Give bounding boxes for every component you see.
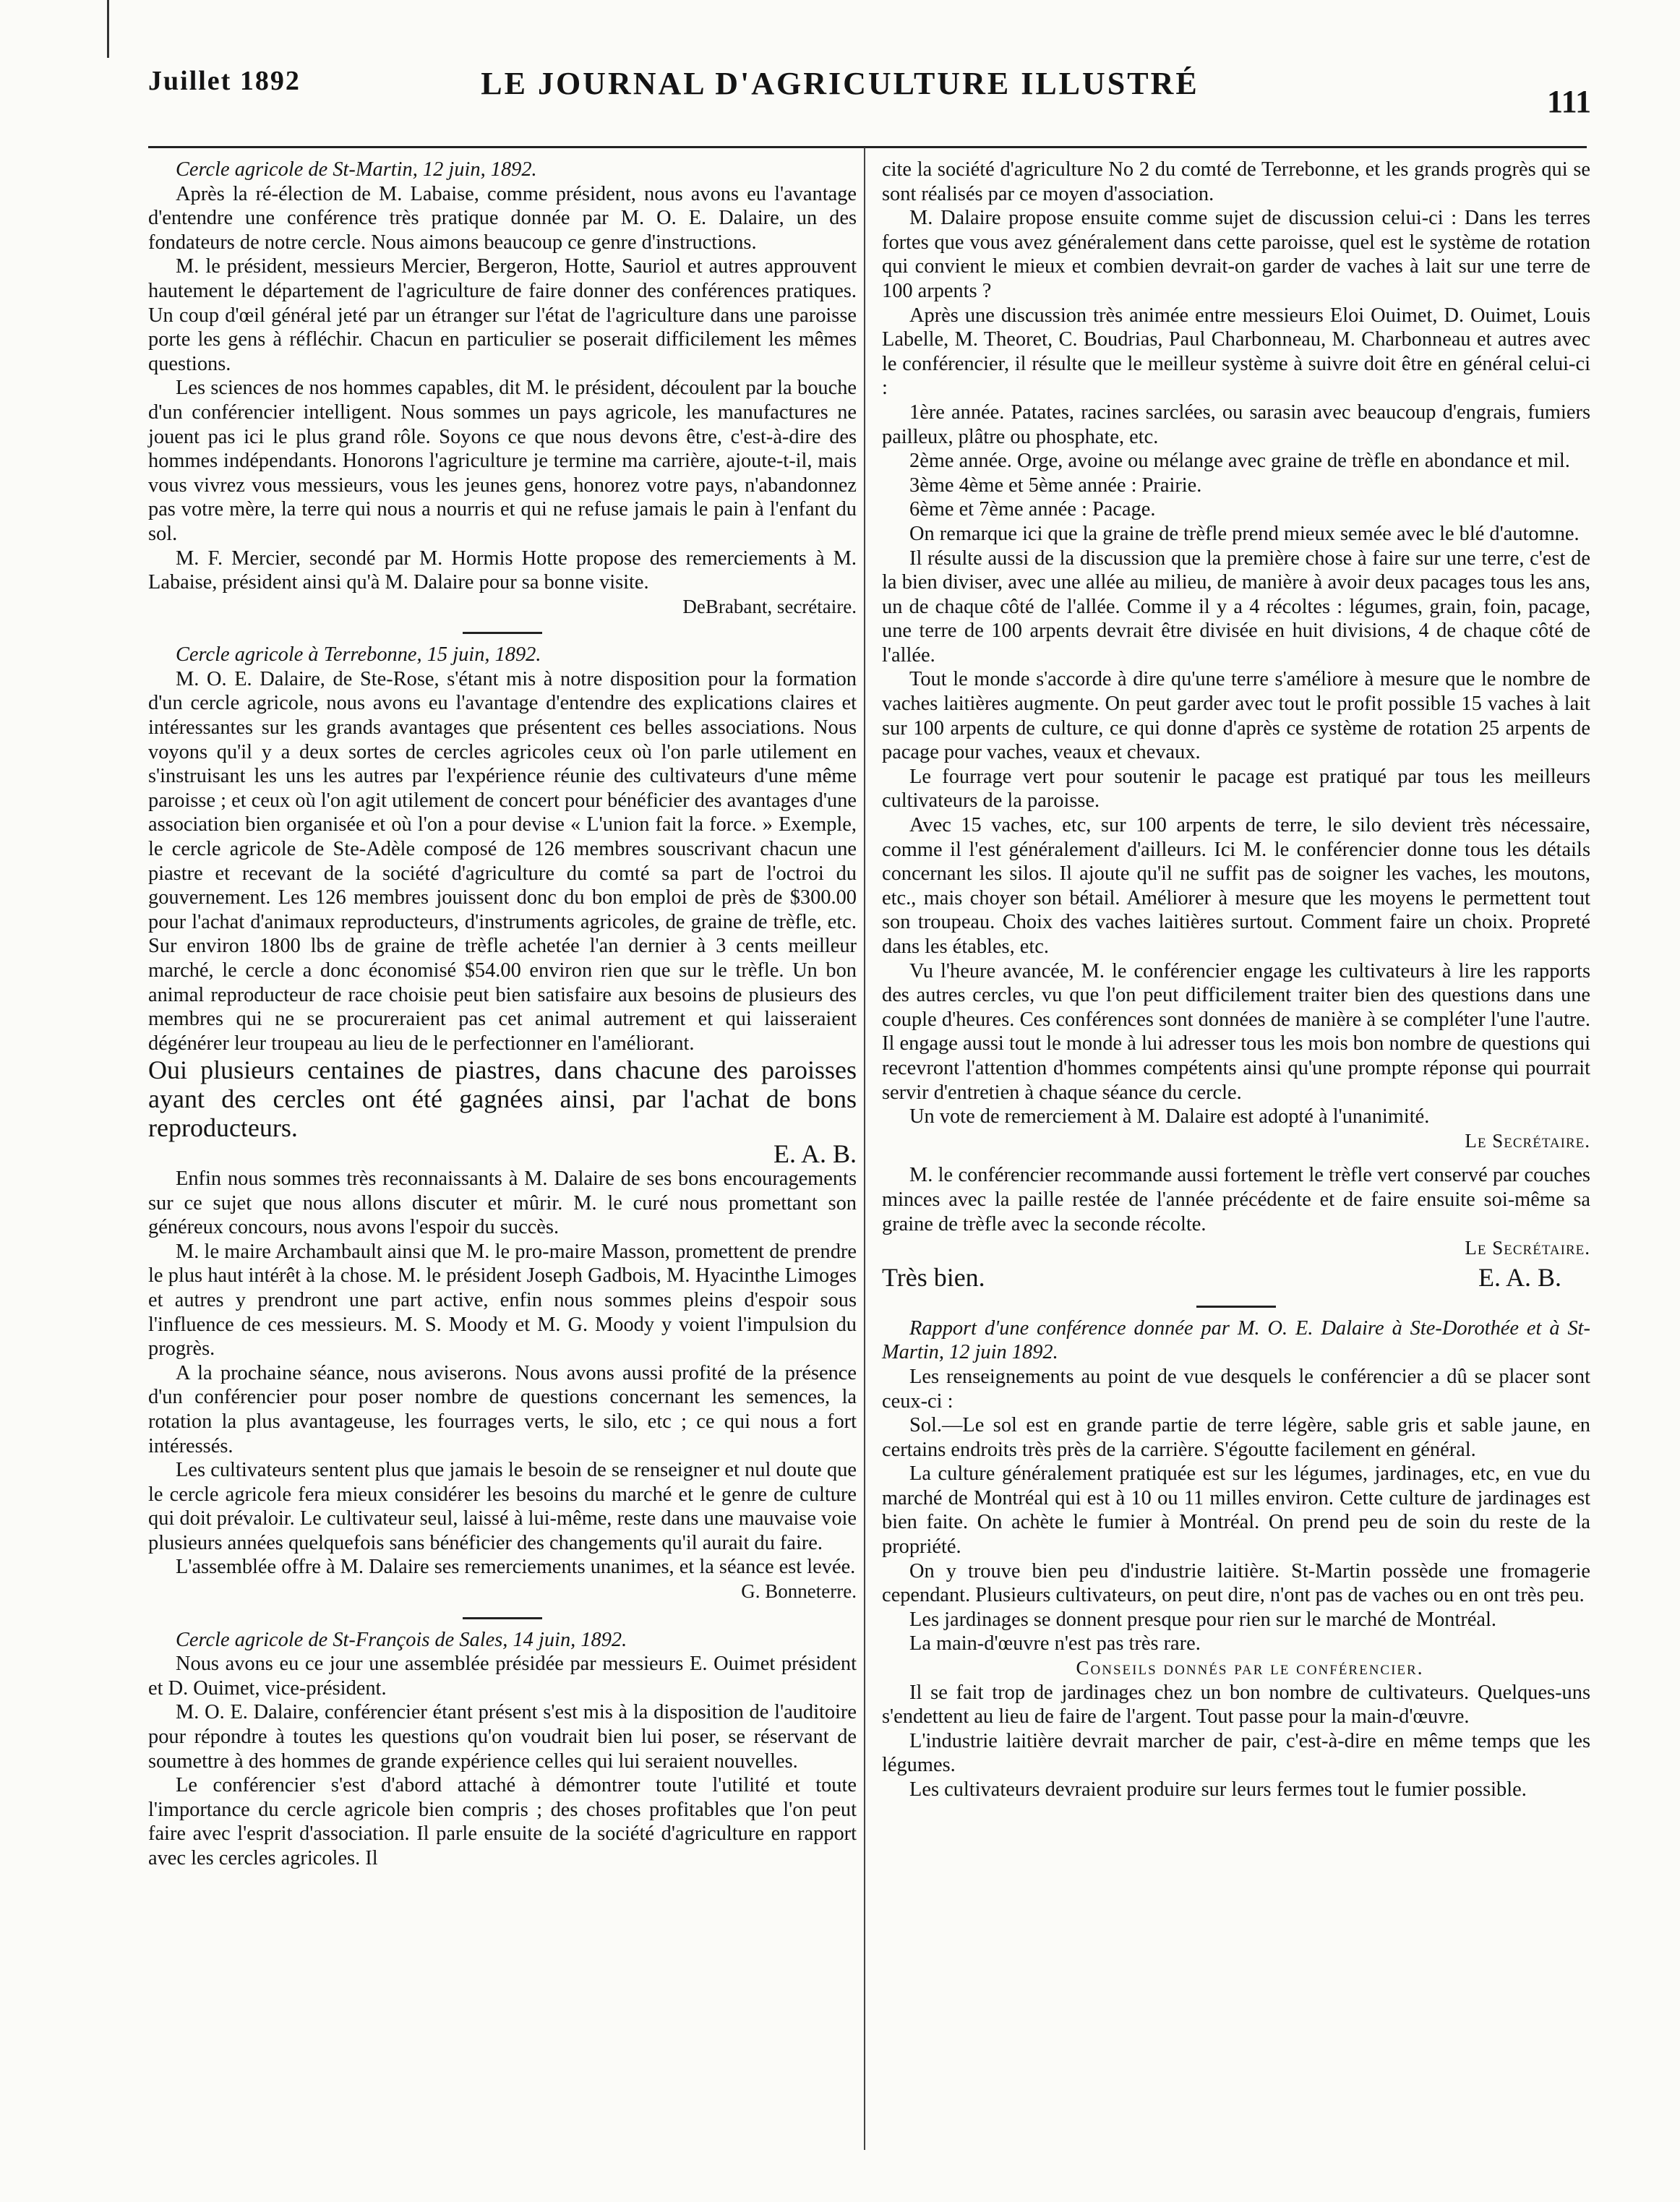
separator-rule (463, 632, 542, 634)
signature-initials: E. A. B. (1478, 1262, 1561, 1292)
journal-title: LE JOURNAL D'AGRICULTURE ILLUSTRÉ (481, 66, 1199, 101)
article-heading: Rapport d'une conférence donnée par M. O. E. Dalaire à Ste-Dorothée et à St-Martin, 12 juin 1892. (882, 1316, 1590, 1364)
paragraph: Le fourrage vert pour soutenir le pacage est pratiqué par tous les meilleurs cultivateurs de la paroisse. (882, 765, 1590, 813)
rotation-line: 1ère année. Patates, racines sarclées, ou sarasin avec beaucoup d'engrais, fumiers pailleux, plâtre ou phosphate, etc. (882, 400, 1590, 448)
paragraph: Le conférencier s'est d'abord attaché à démontrer toute l'utilité et toute l'importance du cercle agricole bien compris ; des choses profitables que l'on peut faire avec l'esprit d'association. Il parle ensuite de la société d'agriculture en rapport avec les cercles agricoles. Il (148, 1774, 857, 1869)
tres-bien-row (882, 1262, 1590, 1293)
paragraph: Un vote de remerciement à M. Dalaire est adopté à l'unanimité. (909, 1105, 1430, 1128)
signature (882, 1129, 1590, 1154)
paragraph: Enfin nous sommes très reconnaissants à M. Dalaire de ses bons encouragements sur ce sujet que nous allons discuter et mûrir. M. le curé nous promettant son généreux concours, nous avons l'espoir du succès. (148, 1167, 857, 1239)
paragraph: M. O. E. Dalaire, conférencier étant présent s'est mis à la disposition de l'auditoire pour répondre à toutes les questions qu'on voudrait bien lui poser, se réservant de soumettre à des hommes de grande expérience celles qui lui seraient nouvelles. (148, 1701, 857, 1773)
paragraph: cite la société d'agriculture No 2 du comté de Terrebonne, et les grands progrès qui se sont réalisés par ce moyen d'association. (882, 158, 1590, 205)
paragraph: Les cultivateurs devraient produire sur leurs fermes tout le fumier possible. (909, 1778, 1527, 1801)
paragraph: M. O. E. Dalaire, de Ste-Rose, s'étant mis à notre disposition pour la formation d'un cercle agricole, nous avons eu l'avantage d'entendre des explications claires et intéressantes sur les grands avantages que présentent ces belles associations. Nous voyons qu'il y a deux sortes de cercles agricoles ceux où l'on parle utilement en s'instruisant les uns les autres par l'expérience réunie des cultivateurs d'une même paroisse ; et ceux où l'on agit utilement de concert pour bénéficier des avantages d'une association bien organisée et où l'on a pour devise « L'union fait la force. » Exemple, le cercle agricole de Ste-Adèle composé de 126 membres souscrivant chacun une piastre et recevant de la société d'agriculture du comté sa part de l'octroi du gouvernement. Les 126 membres jouissent donc du bon emploi de près de $300.00 pour l'achat d'animaux reproducteurs, d'instruments agricoles, de graine de trèfle, etc. Sur environ 1800 lbs de graine de trèfle achetée l'an dernier à 3 cents meilleur marché, le cercle a donc économisé $54.00 environ rien que sur le trèfle. Un bon animal reproducteur de race choisie peut bien satisfaire aux besoins de plusieurs des membres qui ne se procureraient pas cet animal autrement et qui laisseraient dégénérer leur troupeau au lieu de le perfectionner en l'améliorant. (148, 667, 857, 1055)
rotation-line: 6ème et 7ème année : Pacage. (909, 498, 1156, 521)
paragraph: Vu l'heure avancée, M. le conférencier engage les cultivateurs à lire les rapports des autres cercles, vu que l'on peut difficilement traiter bien des questions dans une couple d'heures. Ces conférences sont données de manière à se compléter l'une l'autre. Il engage aussi tout le monde à lui adresser tous les mois bon nombre de questions qui recevront l'attention d'hommes compétents ainsi qu'une prompte réponse qui pourrait servir d'entretien à chaque séance du cercle. (882, 959, 1590, 1104)
paragraph: M. le président, messieurs Mercier, Bergeron, Hotte, Sauriol et autres approuvent hautement le département de l'agriculture de faire donner des conférences pratiques. Un coup d'œil général jeté par un étranger sur l'état de l'agriculture dans une paroisse porte les gens à réfléchir. Chacun en particulier se poserait difficilement les mêmes questions. (148, 255, 857, 375)
signature: G. Bonneterre. (741, 1580, 857, 1603)
paragraph: Après la ré-élection de M. Labaise, comme président, nous avons eu l'avantage d'entendre une conférence très pratique donnée par M. O. E. Dalaire, un des fondateurs de notre cercle. Nous aimons beaucoup ce genre d'instructions. (148, 182, 857, 254)
article-heading: Cercle agricole de St-François de Sales, 14 juin, 1892. (176, 1628, 627, 1651)
paragraph: Il se fait trop de jardinages chez un bon nombre de cultivateurs. Quelques-uns s'endettent au lieu de faire de l'argent. Tout passe pour la main-d'œuvre. (882, 1681, 1590, 1728)
emphasis-paragraph: Oui plusieurs centaines de piastres, dans chacune des paroisses ayant des cercles ont été gagnées ainsi, par l'achat de bons reproducteurs. (148, 1055, 857, 1143)
paragraph: M. le conférencier recommande aussi fortement le trèfle vert conservé par couches minces avec la paille restée de l'année précédente et de faire ensuite soi-même sa graine de trèfle avec la seconde récolte. (882, 1164, 1590, 1235)
paragraph: M. le maire Archambault ainsi que M. le pro-maire Masson, promettent de prendre le plus haut intérêt à la chose. M. le président Joseph Gadbois, M. Hyacinthe Limoges et autres y prendront une part active, enfin nous sommes pleins d'espoir sous l'influence de ces messieurs. M. S. Moody et M. G. Moody y voient l'impulsion du progrès. (148, 1240, 857, 1361)
paragraph: Il résulte aussi de la discussion que la première chose à faire sur une terre, c'est de la bien diviser, avec une allée au milieu, de manière à avoir deux pacages tous les ans, un de chaque côté de l'allée. Comme il y a 4 récoltes : légumes, grain, foin, pacage, une terre de 100 arpents devrait être divisée en huit divisions, 4 de chaque côté de l'allée. (882, 547, 1590, 667)
section-heading: Conseils donnés par le conférencier. (1076, 1657, 1424, 1679)
paragraph: M. F. Mercier, secondé par M. Hormis Hotte propose des remerciements à M. Labaise, président ainsi qu'à M. Dalaire pour sa bonne visite. (148, 547, 857, 594)
paragraph: Après une discussion très animée entre messieurs Eloi Ouimet, D. Ouimet, Louis Labelle, M. Theoret, C. Boudrias, Paul Charbonneau, M. Charbonneau et autres avec le conférencier, il résulte que le meilleur système à suivre doit être en général celui-ci : (882, 304, 1590, 400)
paragraph: Les renseignements au point de vue desquels le conférencier a dû se placer sont ceux-ci : (882, 1365, 1590, 1413)
signature: DeBrabant, secrétaire. (682, 595, 857, 617)
paragraph: Nous avons eu ce jour une assemblée présidée par messieurs E. Ouimet président et D. Ouimet, vice-président. (148, 1653, 857, 1700)
paragraph: On remarque ici que la graine de trèfle prend mieux semée avec le blé d'automne. (909, 522, 1580, 545)
right-column (882, 158, 1590, 1802)
header-rule (148, 146, 1587, 148)
page-number: 111 (1547, 84, 1592, 119)
article-heading: Cercle agricole à Terrebonne, 15 juin, 1892. (176, 643, 541, 667)
paragraph: Les jardinages se donnent presque pour rien sur le marché de Montréal. (909, 1608, 1497, 1631)
signature (882, 1236, 1590, 1261)
issue-date: Juillet 1892 (148, 66, 301, 96)
paragraph: Les cultivateurs sentent plus que jamais le besoin de se renseigner et nul doute que le cercle agricole fera mieux considérer les besoins du marché et le genre de culture qui doit prévaloir. Le cultivateur seul, laissé à lui-même, reste dans une mauvaise voie plusieurs années quelquefois sans bénéficier des changements qu'il aurait du faire. (148, 1459, 857, 1554)
signature-text: Le Secrétaire. (1465, 1129, 1590, 1152)
tres-bien-text: Très bien. (882, 1262, 985, 1292)
paragraph: L'industrie laitière devrait marcher de pair, c'est-à-dire en même temps que les légumes. (882, 1729, 1590, 1777)
separator-rule (463, 1617, 542, 1619)
separator-rule (1196, 1306, 1276, 1308)
rotation-line: 2ème année. Orge, avoine ou mélange avec graine de trèfle en abondance et mil. (909, 450, 1570, 473)
rotation-line: 3ème 4ème et 5ème année : Prairie. (909, 474, 1202, 497)
paragraph: L'assemblée offre à M. Dalaire ses remerciements unanimes, et la séance est levée. (176, 1556, 856, 1579)
paragraph: Avec 15 vaches, etc, sur 100 arpents de terre, le silo devient très nécessaire, comme il l'est généralement d'ailleurs. Ici M. le conférencier donne tous les détails concernant les silos. Il ajoute qu'il ne suffit pas de soigner les vaches, les moutons, etc., mais choyer son bétail. Améliorer à mesure que les moyens le permettent tout son troupeau. Choix des vaches laitières surtout. Comment faire un choix. Propreté dans les étables, etc. (882, 814, 1590, 958)
paragraph: Tout le monde s'accorde à dire qu'une terre s'améliore à mesure que le nombre de vaches laitières augmente. On peut garder avec tout le profit possible 15 vaches à lait sur 100 arpents de culture, ce qui donne d'après ce système de rotation 25 arpents de pacage pour vaches, veaux et chevaux. (882, 668, 1590, 764)
margin-mark (107, 0, 109, 58)
paragraph: La main-d'œuvre n'est pas très rare. (909, 1632, 1201, 1655)
column-divider (864, 147, 865, 2150)
paragraph: Sol.—Le sol est en grande partie de terre légère, sable gris et sable jaune, en certains endroits très près de la carrière. S'égoutte facilement en général. (882, 1414, 1590, 1461)
paragraph: A la prochaine séance, nous aviserons. Nous avons aussi profité de la présence d'un conférencier pour poser nombre de questions concernant les semences, la rotation la plus avantageuse, les fourrages verts, le silo, etc ; ce qui nous a fort intéressés. (148, 1361, 857, 1457)
paragraph: La culture généralement pratiquée est sur les légumes, jardinages, etc, en vue du marché de Montréal qui est à 10 ou 11 milles environ. Cette culture de jardinages est bien faite. On achète le fumier à Montréal. On prend peu de soin du reste de la propriété. (882, 1462, 1590, 1559)
signature-text: Le Secrétaire. (1465, 1237, 1590, 1259)
paragraph: Les sciences de nos hommes capables, dit M. le président, découlent par la bouche d'un conférencier intelligent. Nous sommes un pays agricole, les manufactures ne jouent pas ici le plus grand rôle. Soyons ce que nous devons être, c'est-à-dire des hommes indépendants. Honorons l'agriculture je termine ma carrière, ajoute-t-il, mais vous vivrez vous messieurs, vous les jeunes gens, honorez votre pays, n'abandonnez pas votre mère, la terre qui nous a nourris et qui ne refuse jamais le pain à l'enfant du sol. (148, 377, 857, 545)
paragraph: On y trouve bien peu d'industrie laitière. St-Martin possède une fromagerie cependant. Plusieurs cultivateurs, on peut dire, n'ont pas de vaches ou en ont très peu. (882, 1559, 1590, 1607)
paragraph: M. Dalaire propose ensuite comme sujet de discussion celui-ci : Dans les terres fortes que vous avez généralement dans cette paroisse, quel est le système de rotation qui convient le mieux et combien devrait-on garder de vaches à lait sur une terre de 100 arpents ? (882, 207, 1590, 302)
left-column (148, 158, 857, 1871)
article-heading: Cercle agricole de St-Martin, 12 juin, 1892. (176, 158, 537, 181)
signature-initials: E. A. B. (773, 1139, 857, 1169)
